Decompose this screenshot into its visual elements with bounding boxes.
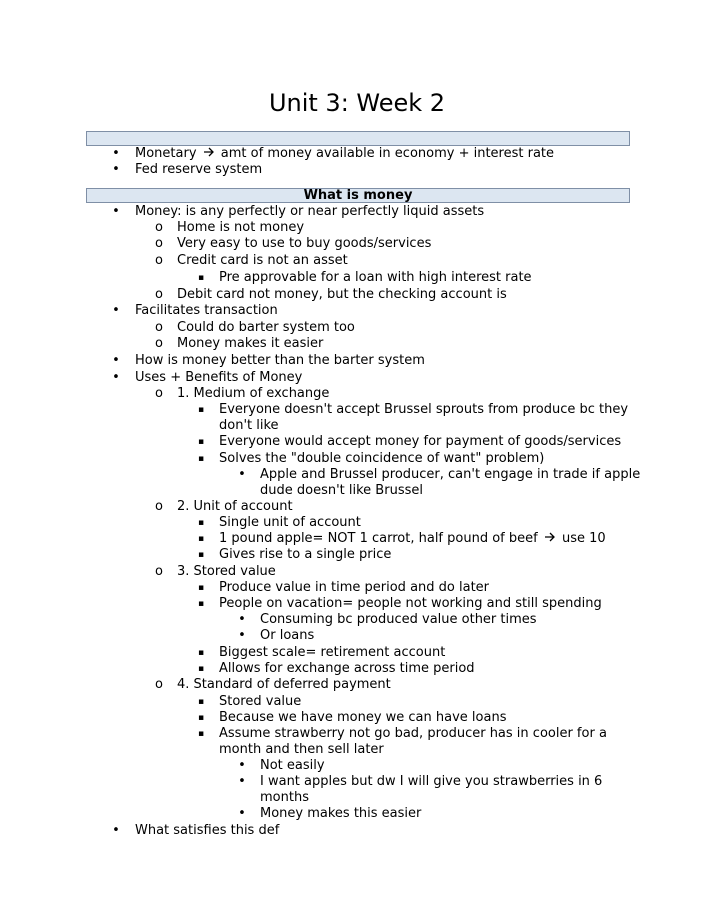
bullet: • bbox=[112, 162, 120, 177]
list-item: 3. Stored value bbox=[177, 564, 276, 579]
list-item: Or loans bbox=[260, 628, 315, 643]
bullet: • bbox=[112, 353, 120, 368]
list-item: 1. Medium of exchange bbox=[177, 386, 330, 401]
list-item: Biggest scale= retirement account bbox=[219, 645, 446, 660]
list-item: Very easy to use to buy goods/services bbox=[177, 236, 432, 251]
bullet: o bbox=[155, 499, 163, 514]
bullet: • bbox=[238, 774, 246, 789]
bullet: • bbox=[112, 204, 120, 219]
arrow-right-icon bbox=[203, 146, 215, 158]
bullet: o bbox=[155, 320, 163, 335]
list-item: I want apples but dw I will give you strawberries in 6 bbox=[260, 774, 603, 789]
bullet: • bbox=[238, 612, 246, 627]
bullet: o bbox=[155, 677, 163, 692]
bullet: • bbox=[112, 146, 120, 161]
list-item: Everyone would accept money for payment of goods/services bbox=[219, 434, 622, 449]
list-item: Solves the "double coincidence of want" problem) bbox=[219, 451, 545, 466]
list-item: Facilitates transaction bbox=[135, 303, 278, 318]
bullet: o bbox=[155, 253, 163, 268]
list-item: How is money better than the barter system bbox=[135, 353, 425, 368]
list-item-text: 1 pound apple= NOT 1 carrot, half pound of beef bbox=[219, 531, 538, 546]
list-item: Debit card not money, but the checking account is bbox=[177, 287, 507, 302]
list-item: People on vacation= people not working and still spending bbox=[219, 596, 602, 611]
bullet: o bbox=[155, 386, 163, 401]
bullet: ▪ bbox=[197, 664, 205, 674]
bullet: ▪ bbox=[197, 534, 205, 544]
list-item-continuation: don't like bbox=[219, 418, 279, 433]
bullet: ▪ bbox=[197, 648, 205, 658]
list-item: Money: is any perfectly or near perfectly liquid assets bbox=[135, 204, 485, 219]
list-item: Consuming bc produced value other times bbox=[260, 612, 537, 627]
list-item bbox=[135, 146, 554, 162]
bullet: ▪ bbox=[197, 437, 205, 447]
bullet: • bbox=[112, 823, 120, 838]
list-item: Single unit of account bbox=[219, 515, 361, 530]
bullet: ▪ bbox=[197, 713, 205, 723]
bullet: o bbox=[155, 236, 163, 251]
bullet: o bbox=[155, 220, 163, 235]
bullet: • bbox=[112, 303, 120, 318]
bullet: ▪ bbox=[197, 697, 205, 707]
bullet: ▪ bbox=[197, 599, 205, 609]
page-title: Unit 3: Week 2 bbox=[268, 89, 446, 117]
list-item: Stored value bbox=[219, 694, 302, 709]
bullet: • bbox=[238, 806, 246, 821]
arrow-right-icon bbox=[544, 531, 556, 543]
list-item: Pre approvable for a loan with high interest rate bbox=[219, 270, 532, 285]
section-header-what-is-money: What is money bbox=[86, 188, 630, 203]
bullet: ▪ bbox=[197, 729, 205, 739]
list-item: Gives rise to a single price bbox=[219, 547, 392, 562]
list-item: 4. Standard of deferred payment bbox=[177, 677, 391, 692]
list-item: Produce value in time period and do later bbox=[219, 580, 490, 595]
bullet: • bbox=[238, 758, 246, 773]
list-item: Everyone doesn't accept Brussel sprouts from produce bc they bbox=[219, 402, 629, 417]
list-item: Could do barter system too bbox=[177, 320, 355, 335]
list-item: What satisfies this def bbox=[135, 823, 280, 838]
list-item: Money makes this easier bbox=[260, 806, 422, 821]
bullet: o bbox=[155, 287, 163, 302]
bullet: • bbox=[238, 628, 246, 643]
list-item: Because we have money we can have loans bbox=[219, 710, 507, 725]
list-item: Apple and Brussel producer, can't engage in trade if apple bbox=[260, 467, 641, 482]
list-item: Uses + Benefits of Money bbox=[135, 370, 303, 385]
list-item: Not easily bbox=[260, 758, 325, 773]
bullet: ▪ bbox=[197, 273, 205, 283]
list-item: 2. Unit of account bbox=[177, 499, 293, 514]
list-item bbox=[219, 531, 606, 547]
list-item-continuation: month and then sell later bbox=[219, 742, 384, 757]
list-item: Assume strawberry not go bad, producer has in cooler for a bbox=[219, 726, 607, 741]
bullet: • bbox=[112, 370, 120, 385]
bullet: ▪ bbox=[197, 583, 205, 593]
bullet: o bbox=[155, 564, 163, 579]
list-item-text: Monetary bbox=[135, 146, 197, 161]
bullet: ▪ bbox=[197, 405, 205, 415]
section-header-bar bbox=[86, 131, 630, 146]
list-item: Fed reserve system bbox=[135, 162, 263, 177]
bullet: • bbox=[238, 467, 246, 482]
bullet: o bbox=[155, 336, 163, 351]
list-item: Home is not money bbox=[177, 220, 305, 235]
list-item: Credit card is not an asset bbox=[177, 253, 348, 268]
list-item: Allows for exchange across time period bbox=[219, 661, 475, 676]
list-item: Money makes it easier bbox=[177, 336, 324, 351]
bullet: ▪ bbox=[197, 518, 205, 528]
list-item-continuation: dude doesn't like Brussel bbox=[260, 483, 423, 498]
list-item-text: amt of money available in economy + interest rate bbox=[220, 146, 555, 161]
bullet: ▪ bbox=[197, 454, 205, 464]
bullet: ▪ bbox=[197, 550, 205, 560]
list-item-continuation: months bbox=[260, 790, 309, 805]
list-item-text: use 10 bbox=[561, 531, 606, 546]
